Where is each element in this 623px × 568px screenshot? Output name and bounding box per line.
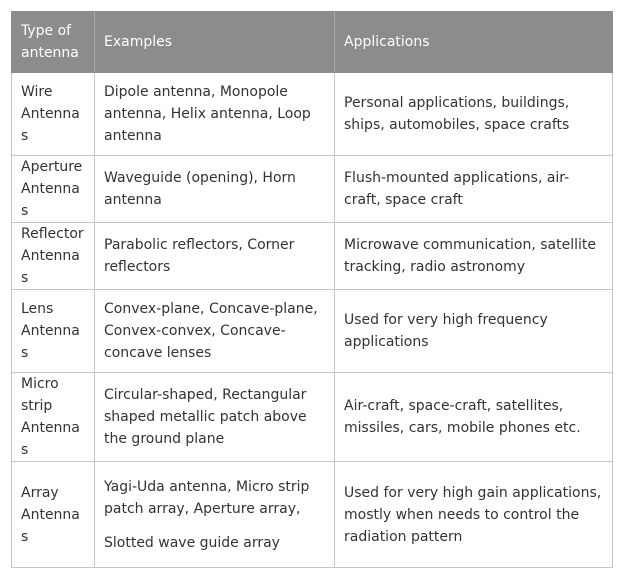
header-applications: Applications <box>335 12 613 73</box>
examples-text: Parabolic reflectors, Corner reflectors <box>104 237 295 275</box>
cell-antenna-type: Array Antennas <box>12 462 95 568</box>
cell-examples <box>95 373 335 462</box>
table-row <box>12 73 613 156</box>
examples-text: Circular-shaped, Rectangular shaped metallic patch above the ground plane <box>104 387 307 447</box>
examples-text: Dipole antenna, Monopole antenna, Helix antenna, Loop antenna <box>104 84 311 144</box>
table-row <box>12 156 613 223</box>
cell-examples <box>95 73 335 156</box>
table-row <box>12 223 613 290</box>
cell-antenna-type: Aperture Antennas <box>12 156 95 223</box>
examples-text: Waveguide (opening), Horn antenna <box>104 170 296 208</box>
table-row <box>12 373 613 462</box>
examples-text: Yagi-Uda antenna, Micro strip patch array, Aperture array, <box>104 478 310 517</box>
cell-antenna-type: Micro strip Antennas <box>12 373 95 462</box>
cell-applications: Used for very high frequency applications <box>335 290 613 373</box>
cell-antenna-type: Reflector Antennas <box>12 223 95 290</box>
header-examples: Examples <box>95 12 335 73</box>
cell-antenna-type: Wire Antennas <box>12 73 95 156</box>
cell-examples <box>95 462 335 568</box>
cell-antenna-type: Lens Antennas <box>12 290 95 373</box>
examples-text: Convex-plane, Concave-plane, Convex-convex, Concave-concave lenses <box>104 301 318 361</box>
cell-applications: Used for very high gain applications, mostly when needs to control the radiation pattern <box>335 462 613 568</box>
table-row <box>12 290 613 373</box>
examples-text: Slotted wave guide array <box>104 534 280 551</box>
cell-examples <box>95 156 335 223</box>
cell-applications: Air-craft, space-craft, satellites, missiles, cars, mobile phones etc. <box>335 373 613 462</box>
header-type-of-antenna: Type of antenna <box>12 12 95 73</box>
antenna-types-table <box>11 11 613 568</box>
cell-applications: Microwave communication, satellite tracking, radio astronomy <box>335 223 613 290</box>
table-header-row <box>12 12 613 73</box>
cell-applications: Flush-mounted applications, air-craft, space craft <box>335 156 613 223</box>
cell-applications: Personal applications, buildings, ships, automobiles, space crafts <box>335 73 613 156</box>
cell-examples <box>95 223 335 290</box>
cell-examples <box>95 290 335 373</box>
table-row <box>12 462 613 568</box>
